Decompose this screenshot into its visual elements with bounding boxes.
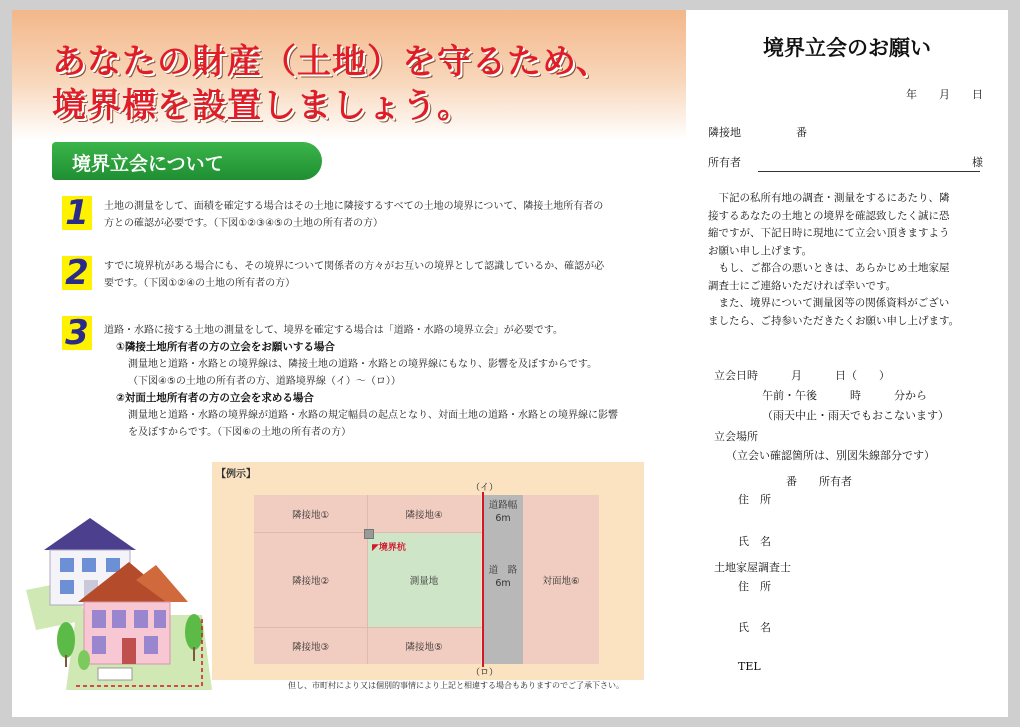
adjacent-land-1: 隣接地①	[254, 495, 367, 532]
request-body	[708, 190, 998, 330]
road-boundary-line	[482, 492, 484, 667]
item-3-sub1-line-1: 測量地と道路・水路との境界線は、隣接土地の道路・水路との境界線にもなり、影響を及ぼすからです。	[128, 359, 598, 370]
meeting-place: 立会場所	[714, 430, 758, 443]
marker-top: （イ）	[471, 483, 499, 493]
marker-bottom: （ロ）	[471, 668, 499, 678]
item-3-sub2-line-1: 測量地と道路・水路の境界線が道路・水路の規定幅員の起点となり、対面土地の道路・水路との境界線に影響	[128, 410, 618, 421]
adjacent-land-2: 隣接地②	[254, 532, 367, 627]
form-date: 年 月 日	[906, 88, 983, 101]
road-center-label	[483, 562, 523, 592]
surveyor-label: 土地家屋調査士	[714, 561, 791, 574]
item-3-sub2-line-2: を及ぼすからです。（下図⑥の土地の所有者の方）	[128, 427, 352, 438]
item-1-text	[104, 198, 652, 232]
owner-label: 所有者	[708, 156, 741, 169]
item-3-line-1: 道路・水路に接する土地の測量をして、境界を確定する場合は「道路・水路の境界立会」が必要です。	[104, 325, 563, 336]
body-line: 調査士にご連絡いただければ幸いです。	[708, 279, 897, 292]
body-line: 下記の私所有地の調査・測量をするにあたり、隣	[718, 192, 950, 204]
adjacent-land-5: 隣接地⑤	[367, 627, 481, 664]
meeting-time: 午前・午後 時 分から	[762, 389, 927, 402]
item-3-text	[104, 322, 652, 441]
adjacent-land-3: 隣接地③	[254, 627, 367, 664]
meeting-date: 立会日時 月 日（ ）	[714, 369, 890, 382]
road-value: 6m	[495, 578, 511, 589]
surveyor-address-label: 住 所	[738, 580, 771, 593]
item-2-text	[104, 258, 652, 292]
houses-illustration	[26, 510, 212, 695]
opposite-land-6: 対面地⑥	[523, 495, 599, 664]
road-label: 道 路	[488, 565, 518, 576]
body-line: もし、ご都合の悪いときは、あらかじめ土地家屋	[718, 262, 950, 274]
item-3-sub1-line-2: （下図④⑤の土地の所有者の方、道路境界線（イ）～（ロ））	[128, 376, 401, 387]
road-width	[483, 498, 523, 526]
item-2-line-1: すでに境界杭がある場合にも、その境界について関係者の方々がお互いの境界として認識しているか、確認が必	[104, 261, 605, 272]
owner-line: 番 所有者	[786, 475, 852, 488]
road-width-label: 道路幅	[488, 500, 518, 511]
request-form	[686, 10, 1008, 717]
item-1-line-1: 土地の測量をして、面積を確定する場合はその土地に隣接するすべての土地の境界について、隣接土地所有者の	[104, 201, 604, 212]
tel-label: TEL	[738, 660, 761, 673]
body-line: お願い申し上げます。	[708, 244, 813, 257]
name-label: 氏 名	[738, 535, 771, 548]
item-number-3: 3	[62, 316, 92, 350]
body-line: 縮ですが、下記日時に現地にて立会い頂きますよう	[708, 227, 950, 239]
surveyor-name-label: 氏 名	[738, 621, 771, 634]
adjacent-lot-field[interactable]: 隣接地 番	[708, 126, 807, 139]
adjacent-land-4: 隣接地④	[367, 495, 481, 532]
sama-label: 様	[972, 156, 983, 169]
example-label: 【例示】	[216, 469, 256, 480]
form-title: 境界立会のお願い	[763, 35, 931, 60]
item-1-line-2: 方との確認が必要です。（下図①②③④⑤の土地の所有者の方）	[104, 218, 384, 229]
place-note: （立会い確認箇所は、別図朱線部分です）	[726, 449, 935, 462]
footnote: 但し、市町村により又は個別的事情により上記と相違する場合もありますのでご了承下さい。	[288, 681, 624, 690]
headline-line-1: あなたの財産（土地）を守るため、	[52, 42, 611, 82]
boundary-stake-icon	[364, 529, 374, 539]
item-2-line-2: 要です。（下図①②④の土地の所有者の方）	[104, 278, 296, 289]
body-line: ましたら、ご持参いただきたくお願い申し上げます。	[708, 314, 960, 327]
owner-field-underline[interactable]	[758, 171, 980, 172]
body-line: また、境界について測量図等の関係資料がござい	[718, 297, 950, 309]
address-label: 住 所	[738, 493, 771, 506]
section-title: 境界立会について	[52, 142, 322, 180]
example-diagram	[212, 462, 644, 680]
grid-line	[254, 627, 483, 628]
rain-note: （雨天中止・雨天でもおこないます）	[762, 409, 949, 422]
headline-line-2: 境界標を設置しましょう。	[52, 86, 472, 126]
body-line: 接するあなたの土地との境界を確認致したく誠に恐	[708, 209, 950, 222]
stake-label: ◤境界杭	[372, 543, 406, 553]
item-number-1: 1	[62, 196, 92, 230]
item-3-sub2-title: ②対面土地所有者の方の立会を求める場合	[116, 392, 314, 404]
survey-land: 測量地	[367, 532, 481, 627]
item-3-sub1-title: ①隣接土地所有者の方の立会をお願いする場合	[116, 341, 335, 353]
road-width-value: 6m	[495, 513, 511, 524]
left-page	[12, 10, 686, 717]
grid-line	[367, 495, 368, 664]
item-number-2: 2	[62, 256, 92, 290]
flyer-sheet	[12, 10, 1008, 717]
